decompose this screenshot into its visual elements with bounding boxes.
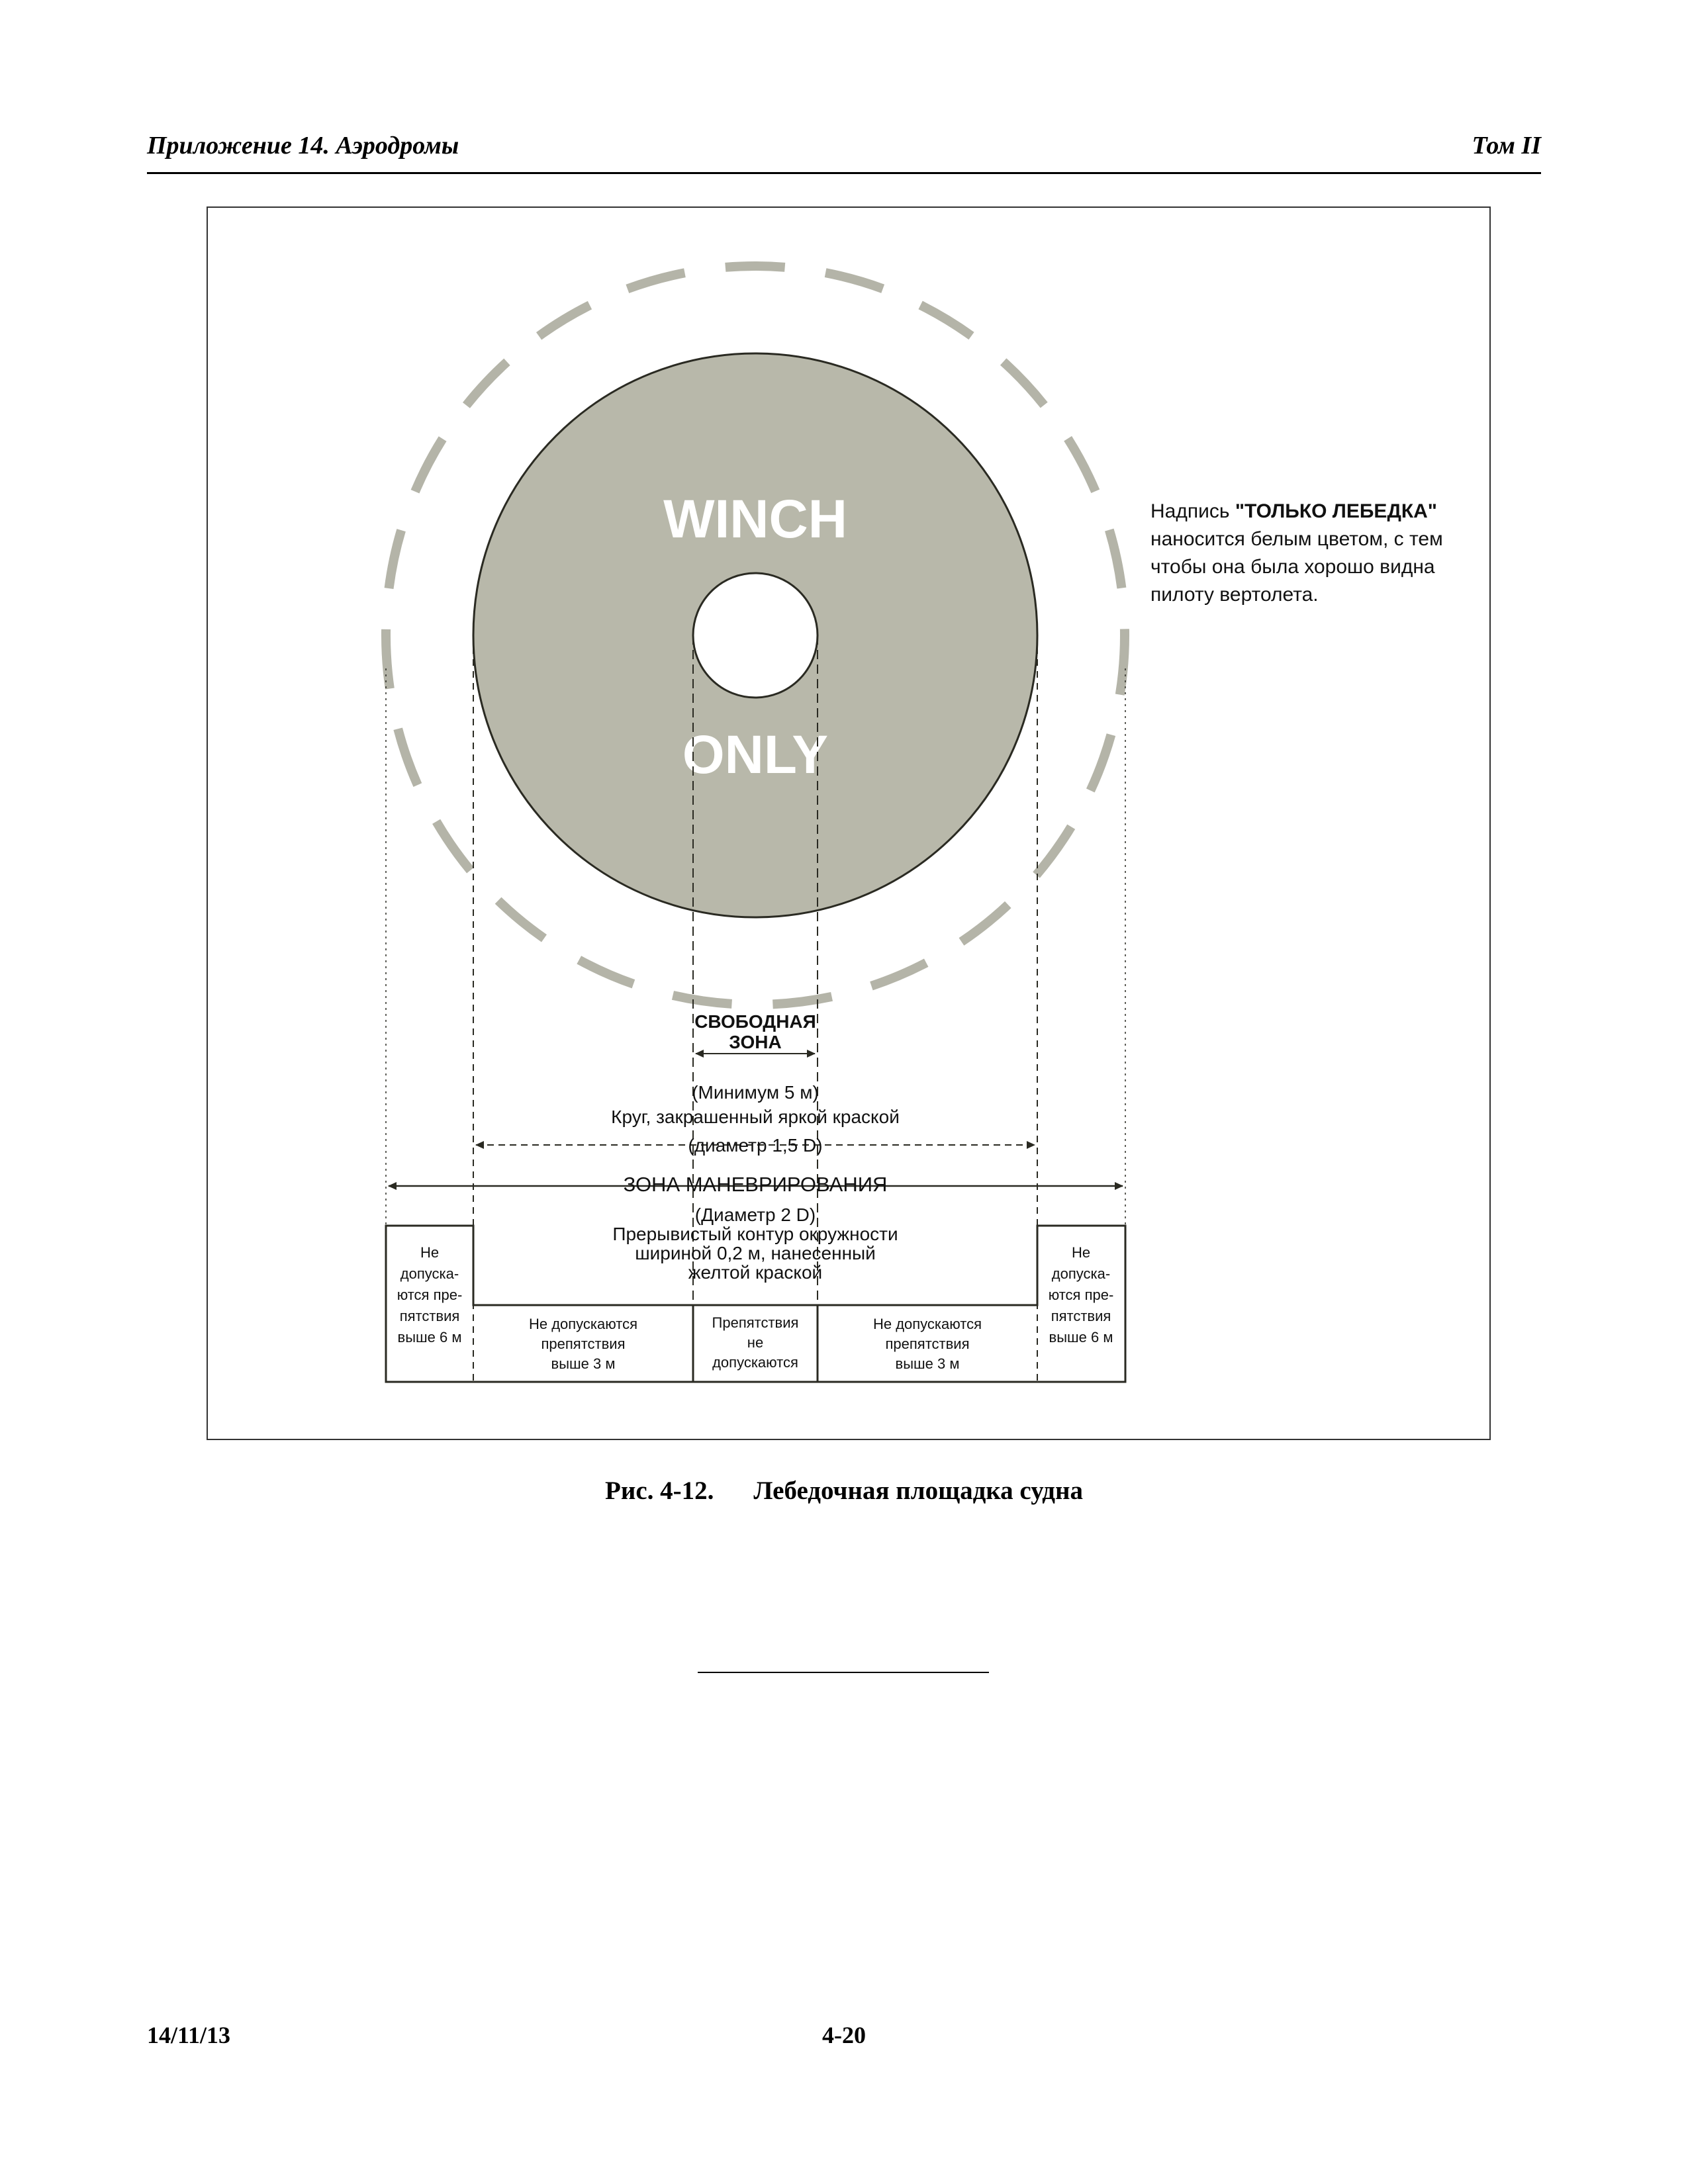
end-of-section-rule: [698, 1672, 989, 1673]
middle-right-line-3: выше 3 м: [895, 1355, 960, 1372]
center-line-1: Препятствия: [712, 1314, 799, 1331]
middle-left-line-1: Не допускаются: [528, 1316, 638, 1332]
figure-title: Лебедочная площадка судна: [753, 1477, 1083, 1505]
center-line-3: допускаются: [712, 1354, 798, 1371]
maneuver-zone-desc-2: шириной 0,2 м, нанесенный: [635, 1243, 876, 1263]
middle-left-line-3: выше 3 м: [551, 1355, 616, 1372]
figure-number: Рис. 4-12.: [605, 1477, 714, 1505]
maneuver-zone-diameter: (Диаметр 2 D): [694, 1205, 816, 1225]
outer-right-line-1: Не: [1071, 1244, 1091, 1261]
middle-left-line-2: препятствия: [541, 1336, 626, 1352]
clear-zone-circle: [693, 573, 818, 698]
painted-circle-label: Круг, закрашенный яркой краской: [611, 1107, 900, 1127]
outer-left-line-5: выше 6 м: [397, 1329, 462, 1345]
marking-note-suffix: наносится белым цветом, с тем чтобы она была хорошо видна пилоту вертолета.: [1150, 528, 1443, 606]
marking-note-prefix: Надпись: [1150, 500, 1235, 522]
center-line-2: не: [747, 1334, 764, 1351]
clear-zone-label-2: ЗОНА: [729, 1032, 782, 1052]
outer-right-line-4: пятствия: [1051, 1308, 1111, 1324]
painted-circle-diameter: (диаметр 1,5 D): [688, 1135, 823, 1156]
figure-caption: [0, 1476, 1688, 1506]
middle-right-line-1: Не допускаются: [872, 1316, 982, 1332]
outer-left-line-1: Не: [420, 1244, 440, 1261]
clear-zone-label-1: СВОБОДНАЯ: [694, 1011, 816, 1032]
footer-page-number: 4-20: [822, 2022, 866, 2048]
outer-left-line-2: допуска-: [400, 1265, 459, 1282]
running-header-volume: Том II: [1472, 132, 1541, 159]
running-header-title: Приложение 14. Аэродромы: [147, 132, 459, 159]
marking-note-highlight: "ТОЛЬКО ЛЕБЕДКА": [1235, 500, 1438, 522]
clear-zone-minimum: (Минимум 5 м): [692, 1082, 819, 1103]
outer-left-line-3: ются пре-: [397, 1287, 463, 1303]
pad-text-winch: WINCH: [663, 489, 847, 549]
pad-text-only: ONLY: [682, 725, 829, 785]
outer-left-line-4: пятствия: [399, 1308, 460, 1324]
maneuver-zone-title: ЗОНА МАНЕВРИРОВАНИЯ: [623, 1173, 888, 1196]
middle-right-line-2: препятствия: [885, 1336, 970, 1352]
footer-date: 14/11/13: [147, 2022, 231, 2048]
outer-right-line-5: выше 6 м: [1049, 1329, 1113, 1345]
outer-right-line-2: допуска-: [1051, 1265, 1111, 1282]
outer-right-line-3: ются пре-: [1048, 1287, 1114, 1303]
maneuver-zone-desc-1: Прерывистый контур окружности: [612, 1224, 898, 1244]
marking-note: [1150, 498, 1455, 609]
maneuver-zone-desc-3: желтой краской: [688, 1262, 823, 1283]
